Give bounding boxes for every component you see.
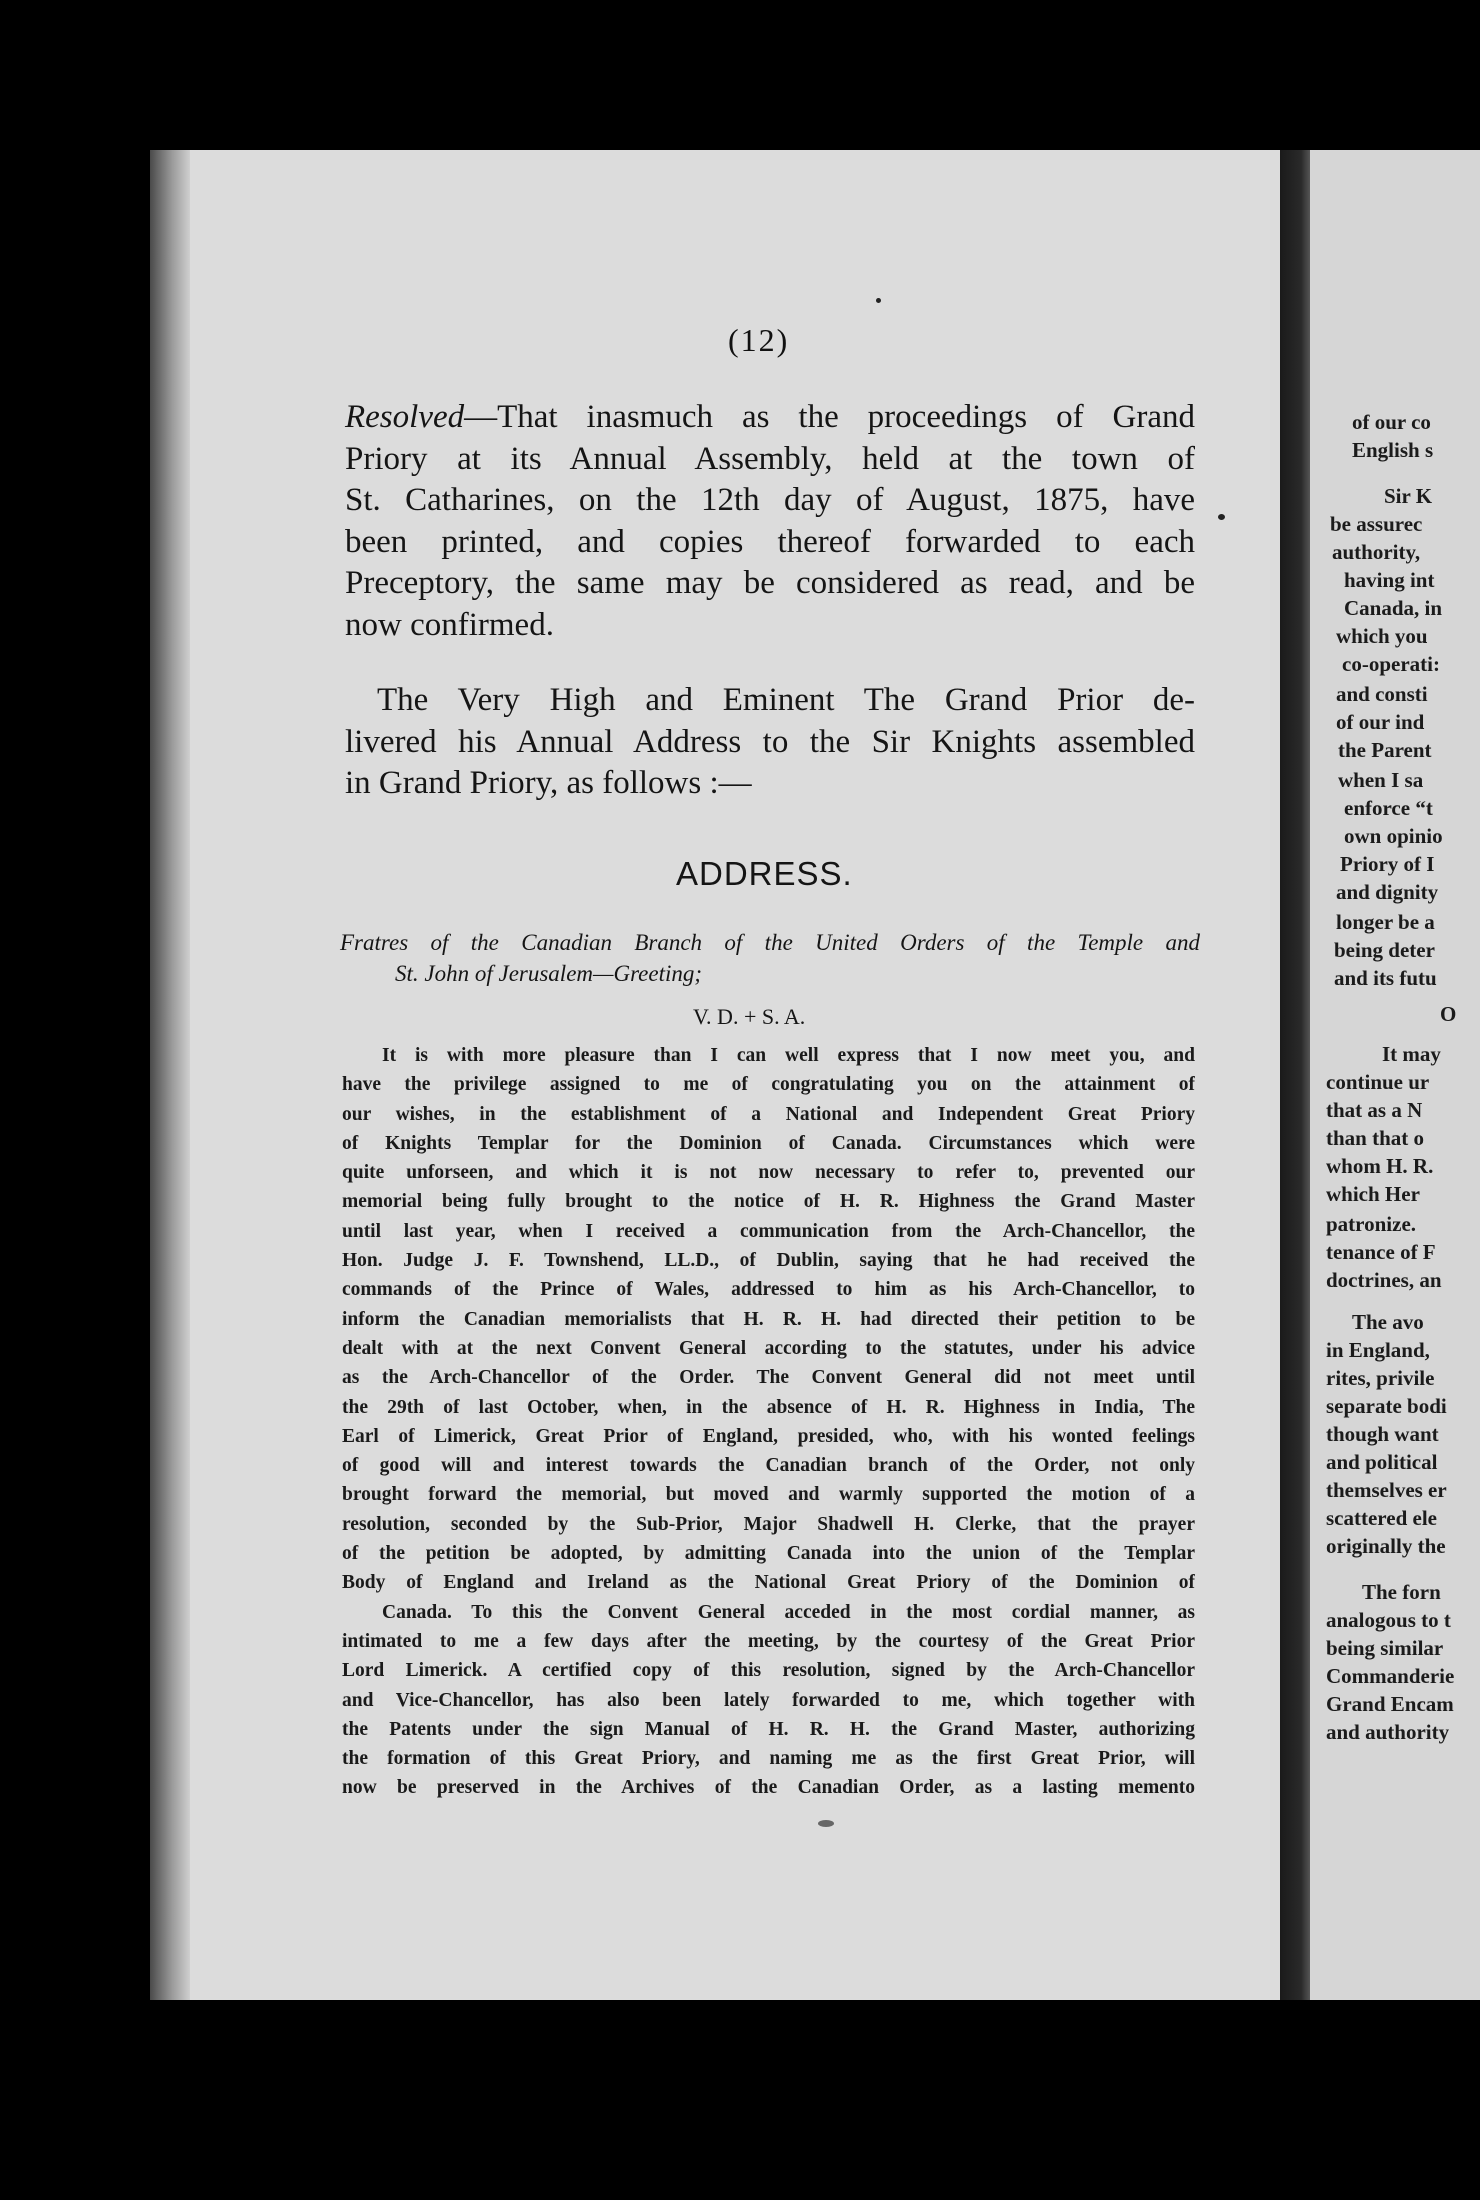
address-body-line: now be preserved in the Archives of the Canadian Order, as a lasting memento [342,1777,1195,1799]
address-body-line: brought forward the memorial, but moved and warmly supported the motion of a [342,1484,1195,1506]
resolution-line: Resolved—That inasmuch as the proceedings of Grand [345,399,1195,435]
address-body-line: of good will and interest towards the Canadian branch of the Order, not only [342,1455,1195,1477]
intro-line: in Grand Priory, as follows :— [345,765,752,801]
address-body-line: resolution, seconded by the Sub-Prior, Major Shadwell H. Clerke, that the prayer [342,1513,1195,1535]
facing-page [1310,150,1480,2000]
facing-page-line: doctrines, an [1326,1268,1442,1292]
facing-page-line: rites, privile [1326,1366,1435,1390]
facing-page-line: and its futu [1334,966,1437,990]
facing-page-line: than that o [1326,1126,1425,1150]
facing-page-line: Canada, in [1344,596,1443,620]
address-body-line: have the privilege assigned to me of congratulating you on the attainment of [342,1074,1195,1096]
facing-page-line: whom H. R. [1326,1154,1434,1178]
facing-page-line: though want [1326,1422,1439,1446]
facing-page-line: in England, [1326,1338,1430,1362]
address-body-line: memorial being fully brought to the notice of H. R. Highness the Grand Master [342,1191,1195,1213]
facing-page-line: scattered ele [1326,1506,1437,1530]
address-body-line: It is with more pleasure than I can well express that I now meet you, and [382,1045,1195,1066]
address-body-line: intimated to me a few days after the meeting, by the courtesy of the Great Prior [342,1630,1195,1652]
intro-line: livered his Annual Address to the Sir Knights assembled [345,723,1195,760]
address-body [342,1041,1195,1803]
motto: V. D. + S. A. [693,1004,806,1029]
address-body-line: Lord Limerick. A certified copy of this resolution, signed by the Arch-Chancellor [342,1660,1195,1682]
address-body-line: as the Arch-Chancellor of the Order. The Convent General did not meet until [342,1367,1195,1389]
facing-page-line: co-operati: [1342,652,1440,676]
address-body-line: dealt with at the next Convent General according to the statutes, under his advice [342,1337,1195,1359]
intro-paragraph [345,680,1195,805]
facing-page-line: enforce “t [1344,796,1433,820]
facing-page-line: The forn [1362,1580,1441,1604]
facing-page-line: of our co [1352,410,1431,434]
facing-page-line: the Parent [1338,738,1432,762]
resolution-line: Preceptory, the same may be considered as read, and be [345,565,1195,601]
address-body-line: commands of the Prince of Wales, addressed to him as his Arch-Chancellor, to [342,1279,1195,1301]
page-number: (12) [728,322,790,358]
salutation [340,927,1200,989]
facing-page-line: tenance of F [1326,1240,1436,1264]
resolution-line: now confirmed. [345,606,554,643]
facing-page-line: separate bodi [1326,1394,1447,1418]
ink-speck [876,298,881,303]
facing-page-line: of our ind [1336,710,1425,734]
address-body-line: our wishes, in the establishment of a National and Independent Great Priory [342,1103,1195,1125]
facing-page-line: and consti [1336,682,1428,706]
facing-page-line: themselves er [1326,1478,1447,1502]
resolution-line: Priory at its Annual Assembly, held at the town of [345,440,1195,477]
facing-page-line: It may [1382,1042,1441,1066]
facing-page-line: and dignity [1336,880,1439,904]
address-body-line: quite unforseen, and which it is not now necessary to refer to, prevented our [342,1162,1195,1184]
address-heading: ADDRESS. [676,855,853,892]
resolution-paragraph [345,397,1195,646]
facing-page-line: which Her [1326,1182,1420,1206]
facing-page-line: which you [1336,624,1428,648]
ink-speck [1218,514,1225,520]
facing-page-line: Commanderie [1326,1664,1455,1688]
address-body-line: and Vice-Chancellor, has also been lately forwarded to me, which together with [342,1689,1195,1711]
address-body-line: Earl of Limerick, Great Prior of England, presided, who, with his wonted feelings [342,1425,1195,1447]
ink-smudge [818,1820,834,1827]
facing-page-line: The avo [1352,1310,1424,1334]
resolution-label: Resolved [345,399,465,435]
facing-page-line: and political [1326,1450,1438,1474]
resolution-line: been printed, and copies thereof forwarded to each [345,523,1195,560]
address-body-line: Canada. To this the Convent General acceded in the most cordial manner, as [382,1601,1195,1623]
address-body-line: inform the Canadian memorialists that H. R. H. had directed their petition to be [342,1308,1195,1330]
facing-page-line: Sir K [1384,484,1433,508]
facing-page-line: own opinio [1344,824,1443,848]
facing-page-line: and authority [1326,1720,1450,1744]
address-body-line: Body of England and Ireland as the National Great Priory of the Dominion of [342,1572,1195,1594]
address-body-line: the 29th of last October, when, in the absence of H. R. Highness in India, The [342,1396,1195,1418]
facing-page-line: continue ur [1326,1070,1430,1094]
address-body-line: of the petition be adopted, by admitting Canada into the union of the Templar [342,1543,1195,1565]
facing-page-line: originally the [1326,1534,1446,1558]
address-body-line: of Knights Templar for the Dominion of Canada. Circumstances which were [342,1132,1195,1154]
facing-page-line: analogous to t [1326,1608,1451,1632]
facing-page-line: when I sa [1338,768,1424,792]
facing-page-line: Grand Encam [1326,1692,1454,1716]
facing-page-line: that as a N [1326,1098,1423,1122]
facing-page-line: longer be a [1336,910,1435,934]
facing-page-line: being similar [1326,1636,1444,1660]
address-body-line: the Patents under the sign Manual of H. R. H. the Grand Master, authorizing [342,1718,1195,1740]
intro-line: The Very High and Eminent The Grand Prior de- [377,682,1195,718]
salutation-line: St. John of Jerusalem—Greeting; [395,961,703,986]
address-body-line: the formation of this Great Priory, and naming me as the first Great Prior, will [342,1748,1195,1770]
facing-page-line: English s [1352,438,1434,462]
facing-page-line: being deter [1334,938,1435,962]
facing-page-line: authority, [1332,540,1421,564]
address-body-line: Hon. Judge J. F. Townshend, LL.D., of Dublin, saying that he had received the [342,1250,1195,1272]
facing-page-line: O [1440,1002,1457,1026]
resolution-line: St. Catharines, on the 12th day of August, 1875, have [345,482,1195,518]
address-body-line: until last year, when I received a communication from the Arch-Chancellor, the [342,1220,1195,1242]
page-gutter [1280,150,1310,2000]
facing-page-line: patronize. [1326,1212,1417,1236]
facing-page-line: be assurec [1330,512,1423,536]
facing-page-line: having int [1344,568,1435,592]
salutation-line: Fratres of the Canadian Branch of the United Orders of the Temple and [340,930,1200,955]
facing-page-line: Priory of I [1340,852,1435,876]
